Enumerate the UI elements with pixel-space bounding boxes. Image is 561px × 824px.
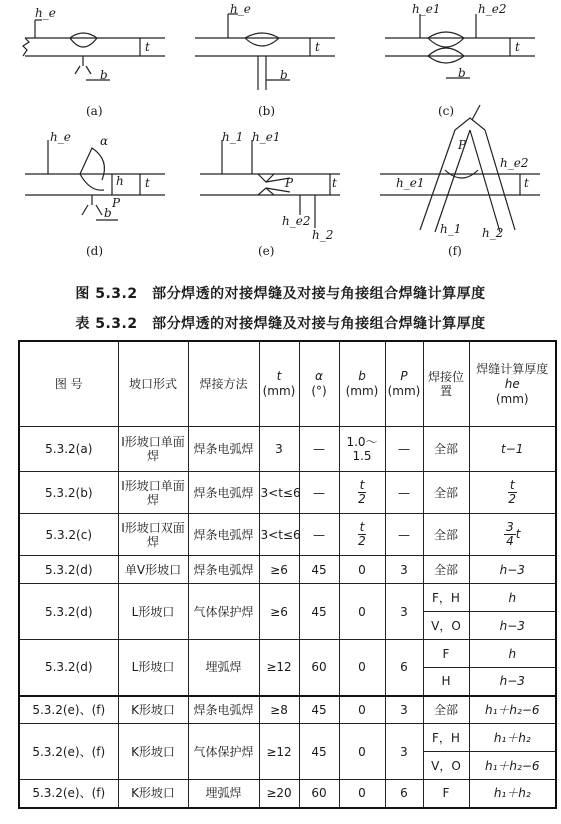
header-he — [469, 341, 556, 427]
table-row — [19, 696, 556, 724]
cell-groove: L形坡口 — [118, 584, 188, 640]
cell-method: 气体保护焊 — [188, 724, 259, 780]
cell-p: 3 — [385, 724, 423, 780]
cell-t: ≥12 — [259, 724, 299, 780]
header-t-symbol: t — [276, 369, 282, 383]
header-p — [385, 341, 423, 427]
cell-b: 0 — [339, 780, 385, 808]
cell-alpha: — — [299, 427, 339, 472]
panel-c-label: (c) — [438, 104, 455, 118]
cell-position: 全部 — [423, 472, 469, 514]
header-b — [339, 341, 385, 427]
cell-p: 3 — [385, 696, 423, 724]
cell-method: 埋弧焊 — [188, 780, 259, 808]
panel-a-label: (a) — [86, 104, 103, 118]
dim-b-c: b — [458, 66, 466, 80]
fraction-suffix: t — [515, 527, 521, 541]
cell-he: h — [469, 584, 556, 612]
table-row — [19, 556, 556, 584]
fraction — [358, 479, 367, 506]
header-t-unit: (mm) — [262, 384, 296, 398]
cell-alpha: 45 — [299, 556, 339, 584]
cell-he: h−3 — [469, 668, 556, 696]
header-p-symbol: P — [400, 369, 408, 383]
header-alpha-unit: (°) — [311, 384, 327, 398]
weld-diagrams — [0, 0, 561, 280]
cell-alpha: 60 — [299, 780, 339, 808]
panel-f-label: (f) — [448, 244, 462, 258]
cell-t: ≥12 — [259, 640, 299, 696]
fraction-num: t — [359, 520, 365, 534]
cell-position: V，O — [423, 612, 469, 640]
cell-alpha: 45 — [299, 696, 339, 724]
header-b-unit: (mm) — [345, 384, 379, 398]
cell-alpha: 60 — [299, 640, 339, 696]
cell-b: 0 — [339, 640, 385, 696]
cell-fig: 5.3.2(d) — [19, 584, 118, 640]
dim-t-f: t — [524, 176, 529, 190]
dim-p-d: P — [112, 196, 121, 210]
cell-b: 1.0～1.5 — [339, 427, 385, 472]
cell-fig: 5.3.2(a) — [19, 427, 118, 472]
dim-alpha-d: α — [100, 134, 109, 148]
cell-t: ≥8 — [259, 696, 299, 724]
cell-he: h₁＋h₂−6 — [469, 696, 556, 724]
panel-d-label: (d) — [86, 244, 104, 258]
cell-groove: K形坡口 — [118, 696, 188, 724]
table-row — [19, 472, 556, 514]
header-he-unit: (mm) — [495, 391, 529, 406]
cell-method: 焊条电弧焊 — [188, 514, 259, 556]
dim-he1-e: h_e1 — [252, 130, 281, 144]
cell-p: — — [385, 427, 423, 472]
cell-t: 3 — [259, 427, 299, 472]
dim-h1-f: h_1 — [440, 222, 462, 236]
cell-fig: 5.3.2(b) — [19, 472, 118, 514]
cell-he — [469, 514, 556, 556]
cell-position: 全部 — [423, 514, 469, 556]
cell-groove: I形坡口单面焊 — [118, 472, 188, 514]
dim-t-a: t — [145, 40, 150, 54]
header-method: 焊接方法 — [188, 341, 259, 427]
table-row — [19, 427, 556, 472]
header-he-symbol: he — [504, 376, 520, 391]
dim-h2-f: h_2 — [482, 226, 504, 240]
cell-b: 0 — [339, 696, 385, 724]
cell-b — [339, 472, 385, 514]
cell-p: 6 — [385, 780, 423, 808]
fraction-den: 2 — [508, 492, 517, 506]
panel-e-diagram — [200, 140, 340, 228]
dim-h-d: h — [116, 174, 124, 188]
dim-he2-e: h_e2 — [282, 214, 311, 228]
cell-position: F，H — [423, 584, 469, 612]
cell-fig: 5.3.2(e)、(f) — [19, 780, 118, 808]
fraction — [508, 479, 517, 506]
cell-position: 全部 — [423, 696, 469, 724]
cell-t: ≥6 — [259, 556, 299, 584]
cell-p: — — [385, 472, 423, 514]
header-he-title: 焊缝计算厚度 — [476, 361, 549, 376]
dim-b-b: b — [280, 68, 288, 82]
table-row — [19, 724, 556, 752]
cell-position: F — [423, 640, 469, 668]
header-position: 焊接位置 — [423, 341, 469, 427]
cell-groove: K形坡口 — [118, 780, 188, 808]
header-alpha-symbol: α — [315, 369, 323, 383]
cell-groove: I形坡口单面焊 — [118, 427, 188, 472]
weld-thickness-table — [18, 340, 557, 809]
cell-b: 0 — [339, 556, 385, 584]
dim-t-e: t — [332, 176, 337, 190]
cell-method: 焊条电弧焊 — [188, 427, 259, 472]
cell-fig: 5.3.2(e)、(f) — [19, 696, 118, 724]
table-title: 表 5.3.2 部分焊透的对接焊缝及对接与角接组合焊缝计算厚度 — [75, 316, 486, 332]
dim-he-a: h_e — [35, 6, 56, 20]
cell-alpha: — — [299, 514, 339, 556]
header-b-symbol: b — [358, 369, 366, 383]
cell-he: t−1 — [469, 427, 556, 472]
fraction-num: t — [359, 478, 365, 492]
header-t — [259, 341, 299, 427]
panel-b-label: (b) — [258, 104, 276, 118]
cell-alpha: — — [299, 472, 339, 514]
cell-b — [339, 514, 385, 556]
cell-b: 0 — [339, 584, 385, 640]
cell-groove: 单V形坡口 — [118, 556, 188, 584]
cell-he: h — [469, 640, 556, 668]
cell-he: h₁＋h₂ — [469, 724, 556, 752]
dim-he2-c: h_e2 — [478, 2, 507, 16]
header-alpha — [299, 341, 339, 427]
cell-groove: K形坡口 — [118, 724, 188, 780]
cell-t: ≥20 — [259, 780, 299, 808]
weld-figure — [0, 0, 561, 330]
cell-he — [469, 472, 556, 514]
dim-t-c: t — [515, 40, 520, 54]
cell-p: — — [385, 514, 423, 556]
cell-t: ≥6 — [259, 584, 299, 640]
cell-method: 埋弧焊 — [188, 640, 259, 696]
cell-t: 3<t≤6 — [259, 472, 299, 514]
dim-p-f: P — [458, 138, 467, 152]
dim-he-d: h_e — [50, 130, 71, 144]
cell-fig: 5.3.2(d) — [19, 640, 118, 696]
dim-h2-e: h_2 — [312, 228, 334, 242]
cell-t: 3<t≤6 — [259, 514, 299, 556]
fraction-den: 2 — [358, 534, 366, 548]
cell-he: h₁＋h₂ — [469, 780, 556, 808]
cell-method: 焊条电弧焊 — [188, 556, 259, 584]
cell-p: 3 — [385, 584, 423, 640]
table-row — [19, 640, 556, 668]
cell-position: 全部 — [423, 427, 469, 472]
cell-method: 焊条电弧焊 — [188, 696, 259, 724]
fraction-den: 2 — [358, 492, 366, 506]
cell-position: 全部 — [423, 556, 469, 584]
cell-method: 焊条电弧焊 — [188, 472, 259, 514]
fraction — [504, 521, 516, 548]
header-fig-no: 图 号 — [19, 341, 118, 427]
cell-position: H — [423, 668, 469, 696]
cell-position: F，H — [423, 724, 469, 752]
cell-b: 0 — [339, 724, 385, 780]
header-groove: 坡口形式 — [118, 341, 188, 427]
cell-fig: 5.3.2(d) — [19, 556, 118, 584]
dim-t-b: t — [315, 40, 320, 54]
dim-h1-e: h_1 — [222, 130, 244, 144]
cell-position: F — [423, 780, 469, 808]
fraction — [358, 521, 367, 548]
cell-p: 3 — [385, 556, 423, 584]
table-row — [19, 780, 556, 808]
cell-fig: 5.3.2(e)、(f) — [19, 724, 118, 780]
cell-position: V，O — [423, 752, 469, 780]
fraction-num: t — [509, 478, 515, 492]
panel-b-diagram — [195, 14, 335, 90]
cell-alpha: 45 — [299, 724, 339, 780]
dim-he1-f: h_e1 — [396, 176, 425, 190]
panel-d-diagram — [25, 140, 165, 220]
dim-he1-c: h_e1 — [412, 2, 441, 16]
cell-he: h₁＋h₂−6 — [469, 752, 556, 780]
cell-method: 气体保护焊 — [188, 584, 259, 640]
cell-fig: 5.3.2(c) — [19, 514, 118, 556]
cell-groove: L形坡口 — [118, 640, 188, 696]
figure-caption: 图 5.3.2 部分焊透的对接焊缝及对接与角接组合焊缝计算厚度 — [75, 286, 486, 302]
table-row — [19, 584, 556, 612]
dim-he2-f: h_e2 — [500, 156, 529, 170]
dim-t-d: t — [145, 176, 150, 190]
dim-b-a: b — [100, 68, 108, 82]
dim-he-b: h_e — [230, 2, 251, 16]
header-p-unit: (mm) — [387, 384, 421, 398]
dim-b-d: b — [104, 206, 112, 220]
fraction-num: 3 — [506, 520, 514, 534]
cell-alpha: 45 — [299, 584, 339, 640]
cell-he: h−3 — [469, 556, 556, 584]
panel-e-label: (e) — [258, 244, 275, 258]
cell-p: 6 — [385, 640, 423, 696]
panel-a-diagram — [23, 20, 165, 80]
cell-groove: I形坡口双面焊 — [118, 514, 188, 556]
dim-p-e: P — [285, 176, 294, 190]
cell-he: h−3 — [469, 612, 556, 640]
table-header-row — [19, 341, 556, 427]
fraction-den: 4 — [506, 534, 514, 548]
table-row — [19, 514, 556, 556]
